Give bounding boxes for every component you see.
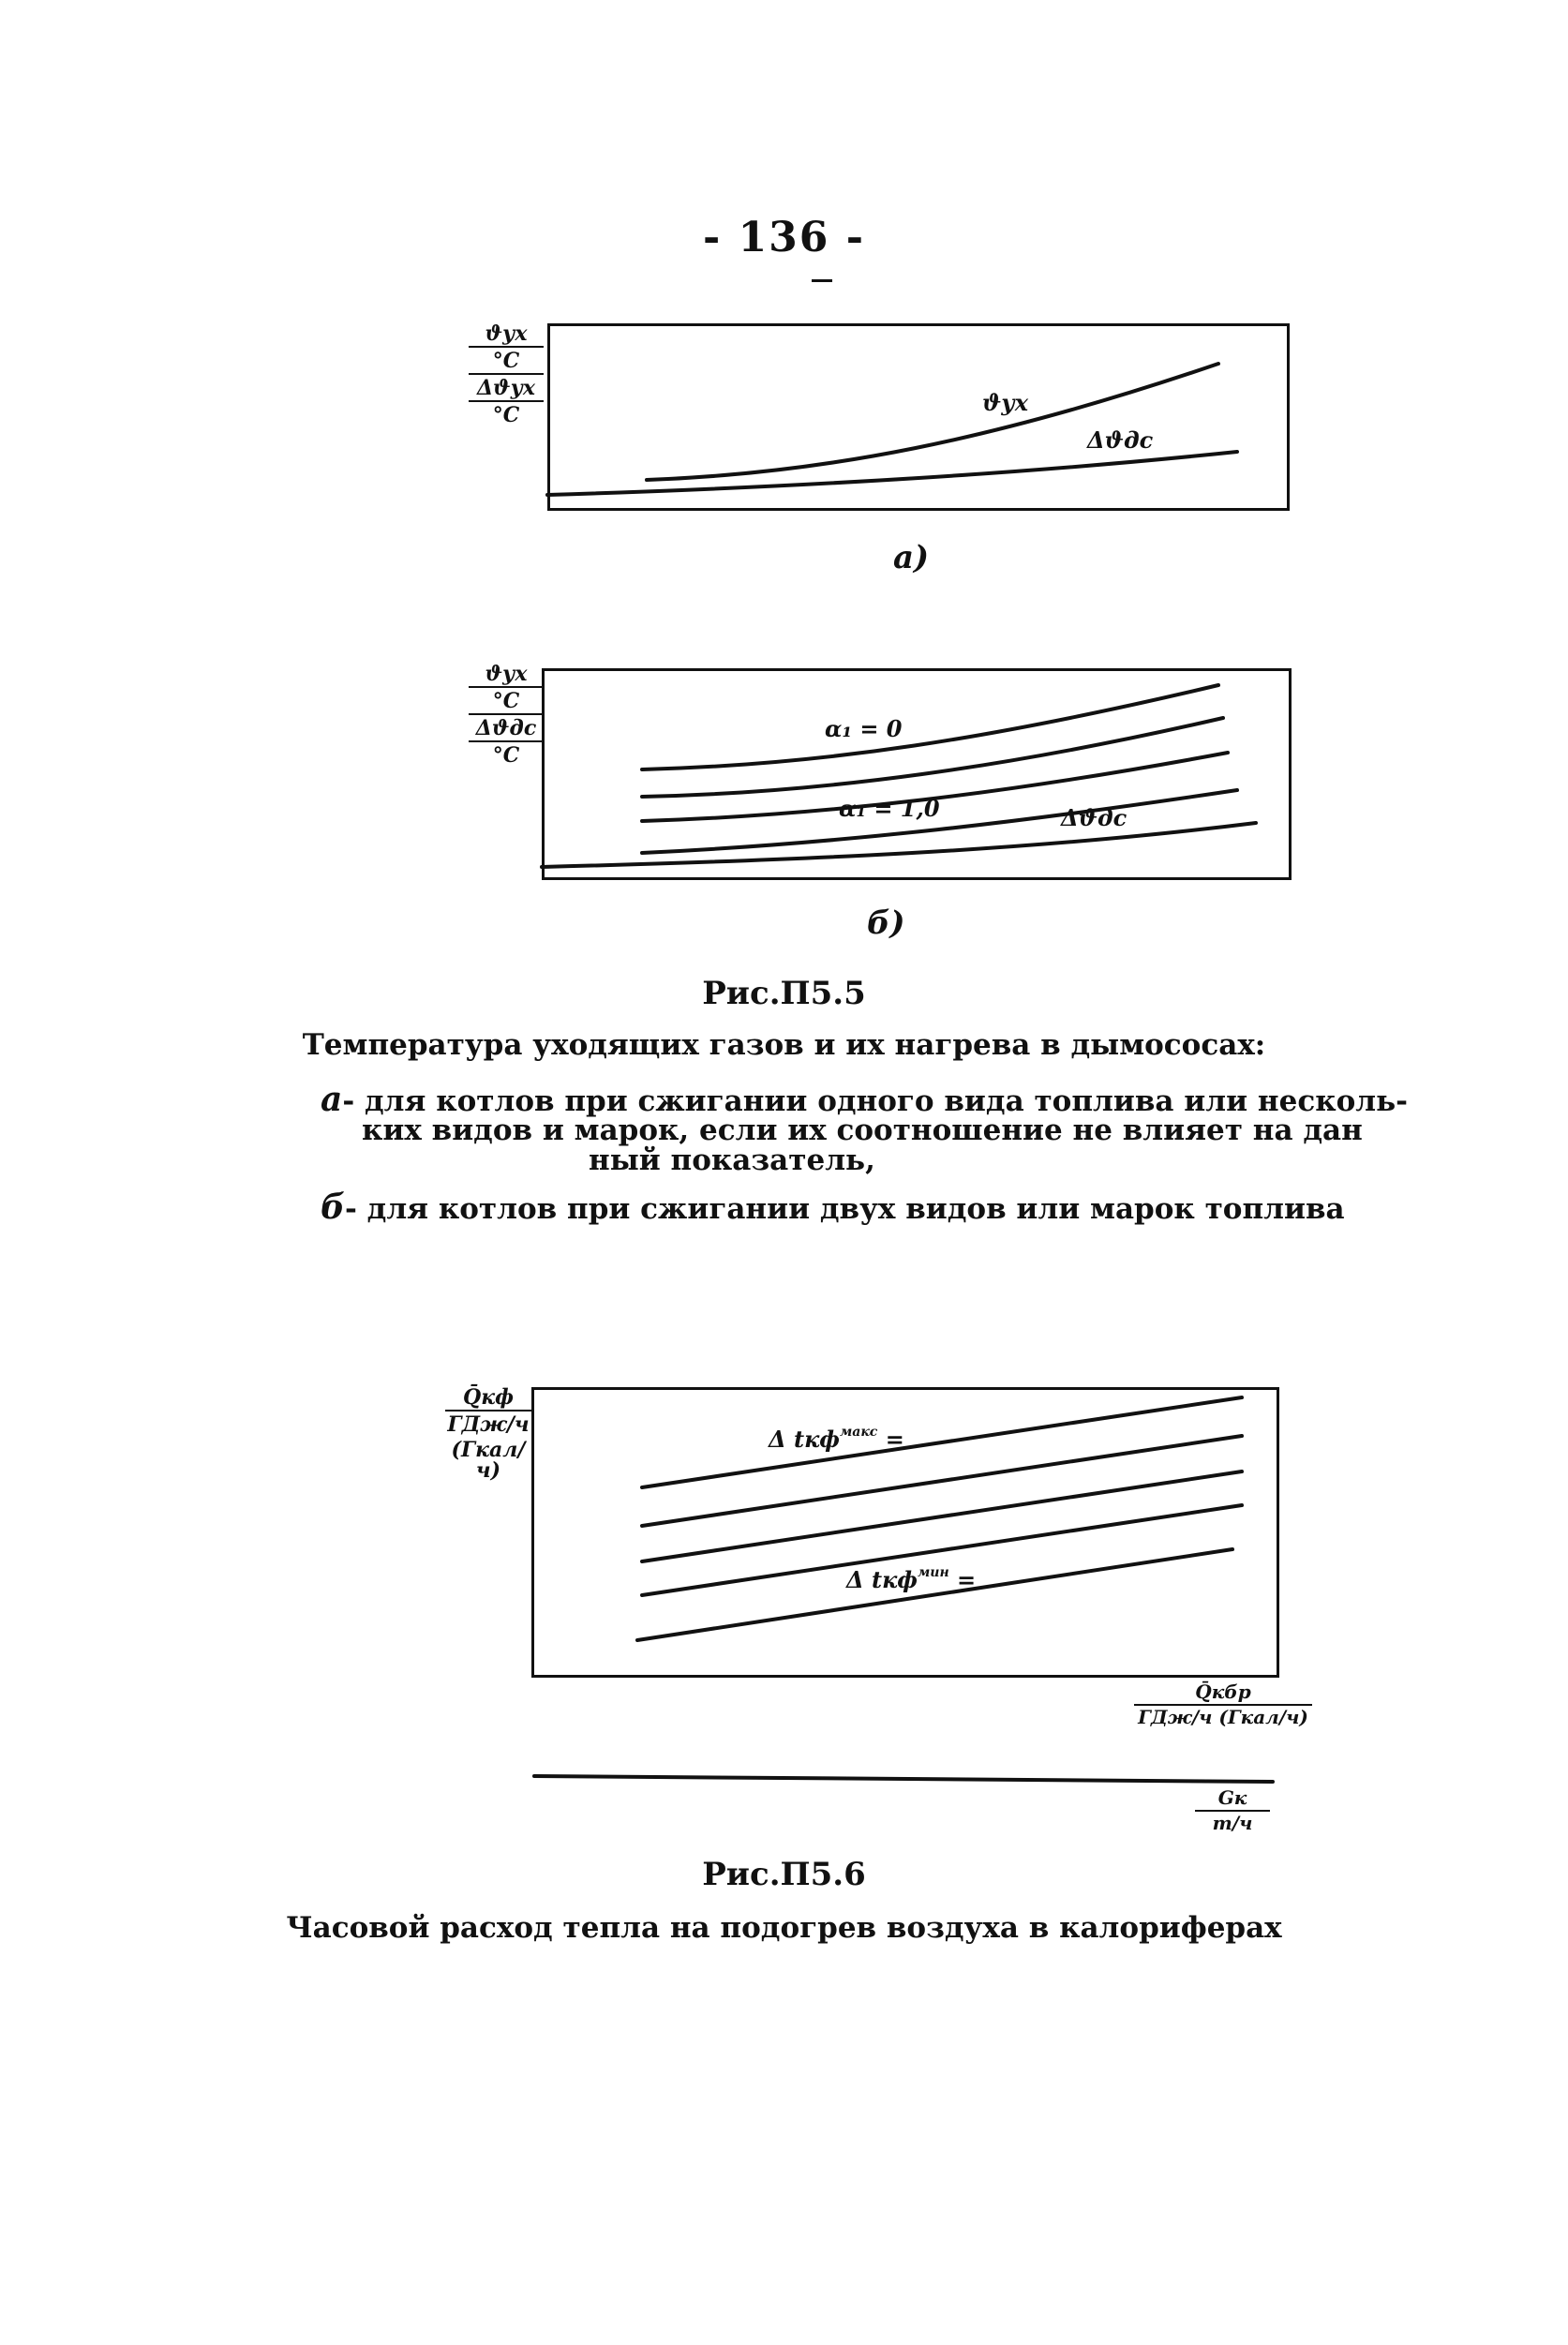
panel-b-curve-heating [542, 823, 1256, 867]
panel-b-curve-1 [642, 685, 1218, 769]
panel-a-y-label-4: °C [492, 403, 520, 427]
figure-6-title: Рис.П5.6 [702, 1856, 866, 1893]
legend-b-marker: б [321, 1187, 345, 1227]
figure-6-x1-label-1: Q̄кбр [1134, 1682, 1312, 1706]
legend-a-marker: а [321, 1080, 343, 1119]
figure-5-caption-heading: Температура уходящих газов и их нагрева в дымососах: [302, 1028, 1266, 1062]
figure-6-label-min-text: Δ tкф [846, 1566, 918, 1593]
figure-5-legend-b [321, 1187, 1345, 1227]
panel-b-y-label-3: Δϑдс [469, 718, 544, 742]
figure-6-label-min-sup: мин [917, 1565, 949, 1580]
figure-6-label-max-sup: макс [839, 1425, 878, 1440]
panel-b-mark: б) [867, 904, 905, 942]
figure-6-label-max: Δ tкф$^{макс}$ = [769, 1425, 904, 1453]
figure-6-y-label-1: Q̄кф [445, 1387, 531, 1411]
panel-a-y-label-2: °C [469, 351, 544, 375]
figure-6-x2-label-1: Gк [1195, 1788, 1270, 1812]
panel-a-y-label-1: ϑух [469, 323, 544, 348]
figure-6-y-label-2: ГДж/ч [447, 1412, 530, 1437]
figure-6-second-axis [534, 1776, 1273, 1782]
figure-5-title: Рис.П5.5 [702, 975, 866, 1012]
legend-b-text: - для котлов при сжигании двух видов или марок топлива [345, 1192, 1345, 1226]
page-number: - 136 - [702, 214, 865, 261]
panel-a-mark: а) [893, 539, 930, 576]
panel-a-label-upper: ϑух [982, 389, 1029, 416]
figure-6-label-max-text: Δ tкф [769, 1426, 840, 1453]
panel-a-label-lower: Δϑдс [1087, 426, 1154, 454]
figure-6-x-axis-label-2 [1195, 1788, 1270, 1837]
figure-6-line-5 [637, 1549, 1232, 1640]
figure-6-x-axis-label-1 [1134, 1682, 1312, 1731]
figure-5-panel-b [469, 664, 1293, 889]
panel-b-label-top: α₁ = 0 [825, 715, 903, 742]
panel-a-curve-heating [547, 452, 1237, 495]
figure-5-panel-a [469, 323, 1293, 520]
figure-6-x2-label-2: т/ч [1212, 1812, 1253, 1834]
panel-b-label-middle: α₁ = 1,0 [839, 795, 940, 822]
panel-b-curve-2 [642, 718, 1223, 797]
legend-a-text: - для котлов при сжигании одного вида топлива или несколь- [342, 1084, 1409, 1118]
panel-b-y-label-4: °C [492, 743, 520, 768]
figure-6-x1-label-2: ГДж/ч (Гкал/ч) [1138, 1706, 1308, 1728]
page-number-underline [812, 279, 832, 282]
figure-6-line-3 [642, 1471, 1242, 1561]
figure-5-legend-a-cont-1: ких видов и марок, если их соотношение не влияет на дан [362, 1113, 1363, 1147]
figure-6-line-2 [642, 1436, 1242, 1526]
panel-a-curves [469, 323, 1293, 520]
figure-6-y-label-3: (Гкал/ч) [451, 1438, 526, 1483]
figure-5-legend-a-cont-2: ный показатель, [589, 1143, 875, 1177]
figure-6 [445, 1378, 1345, 1846]
panel-a-y-label-3: Δϑух [469, 378, 544, 402]
panel-b-y-label-1: ϑух [469, 664, 544, 688]
figure-6-line-1 [642, 1397, 1242, 1487]
panel-b-y-label-2: °C [469, 691, 544, 715]
panel-b-label-bottom: Δϑдс [1061, 804, 1127, 831]
figure-6-label-min: Δ tкф$^{мин}$ = [846, 1565, 977, 1593]
figure-6-caption: Часовой расход тепла на подогрев воздуха в калориферах [286, 1911, 1282, 1945]
panel-b-curves [469, 664, 1293, 889]
